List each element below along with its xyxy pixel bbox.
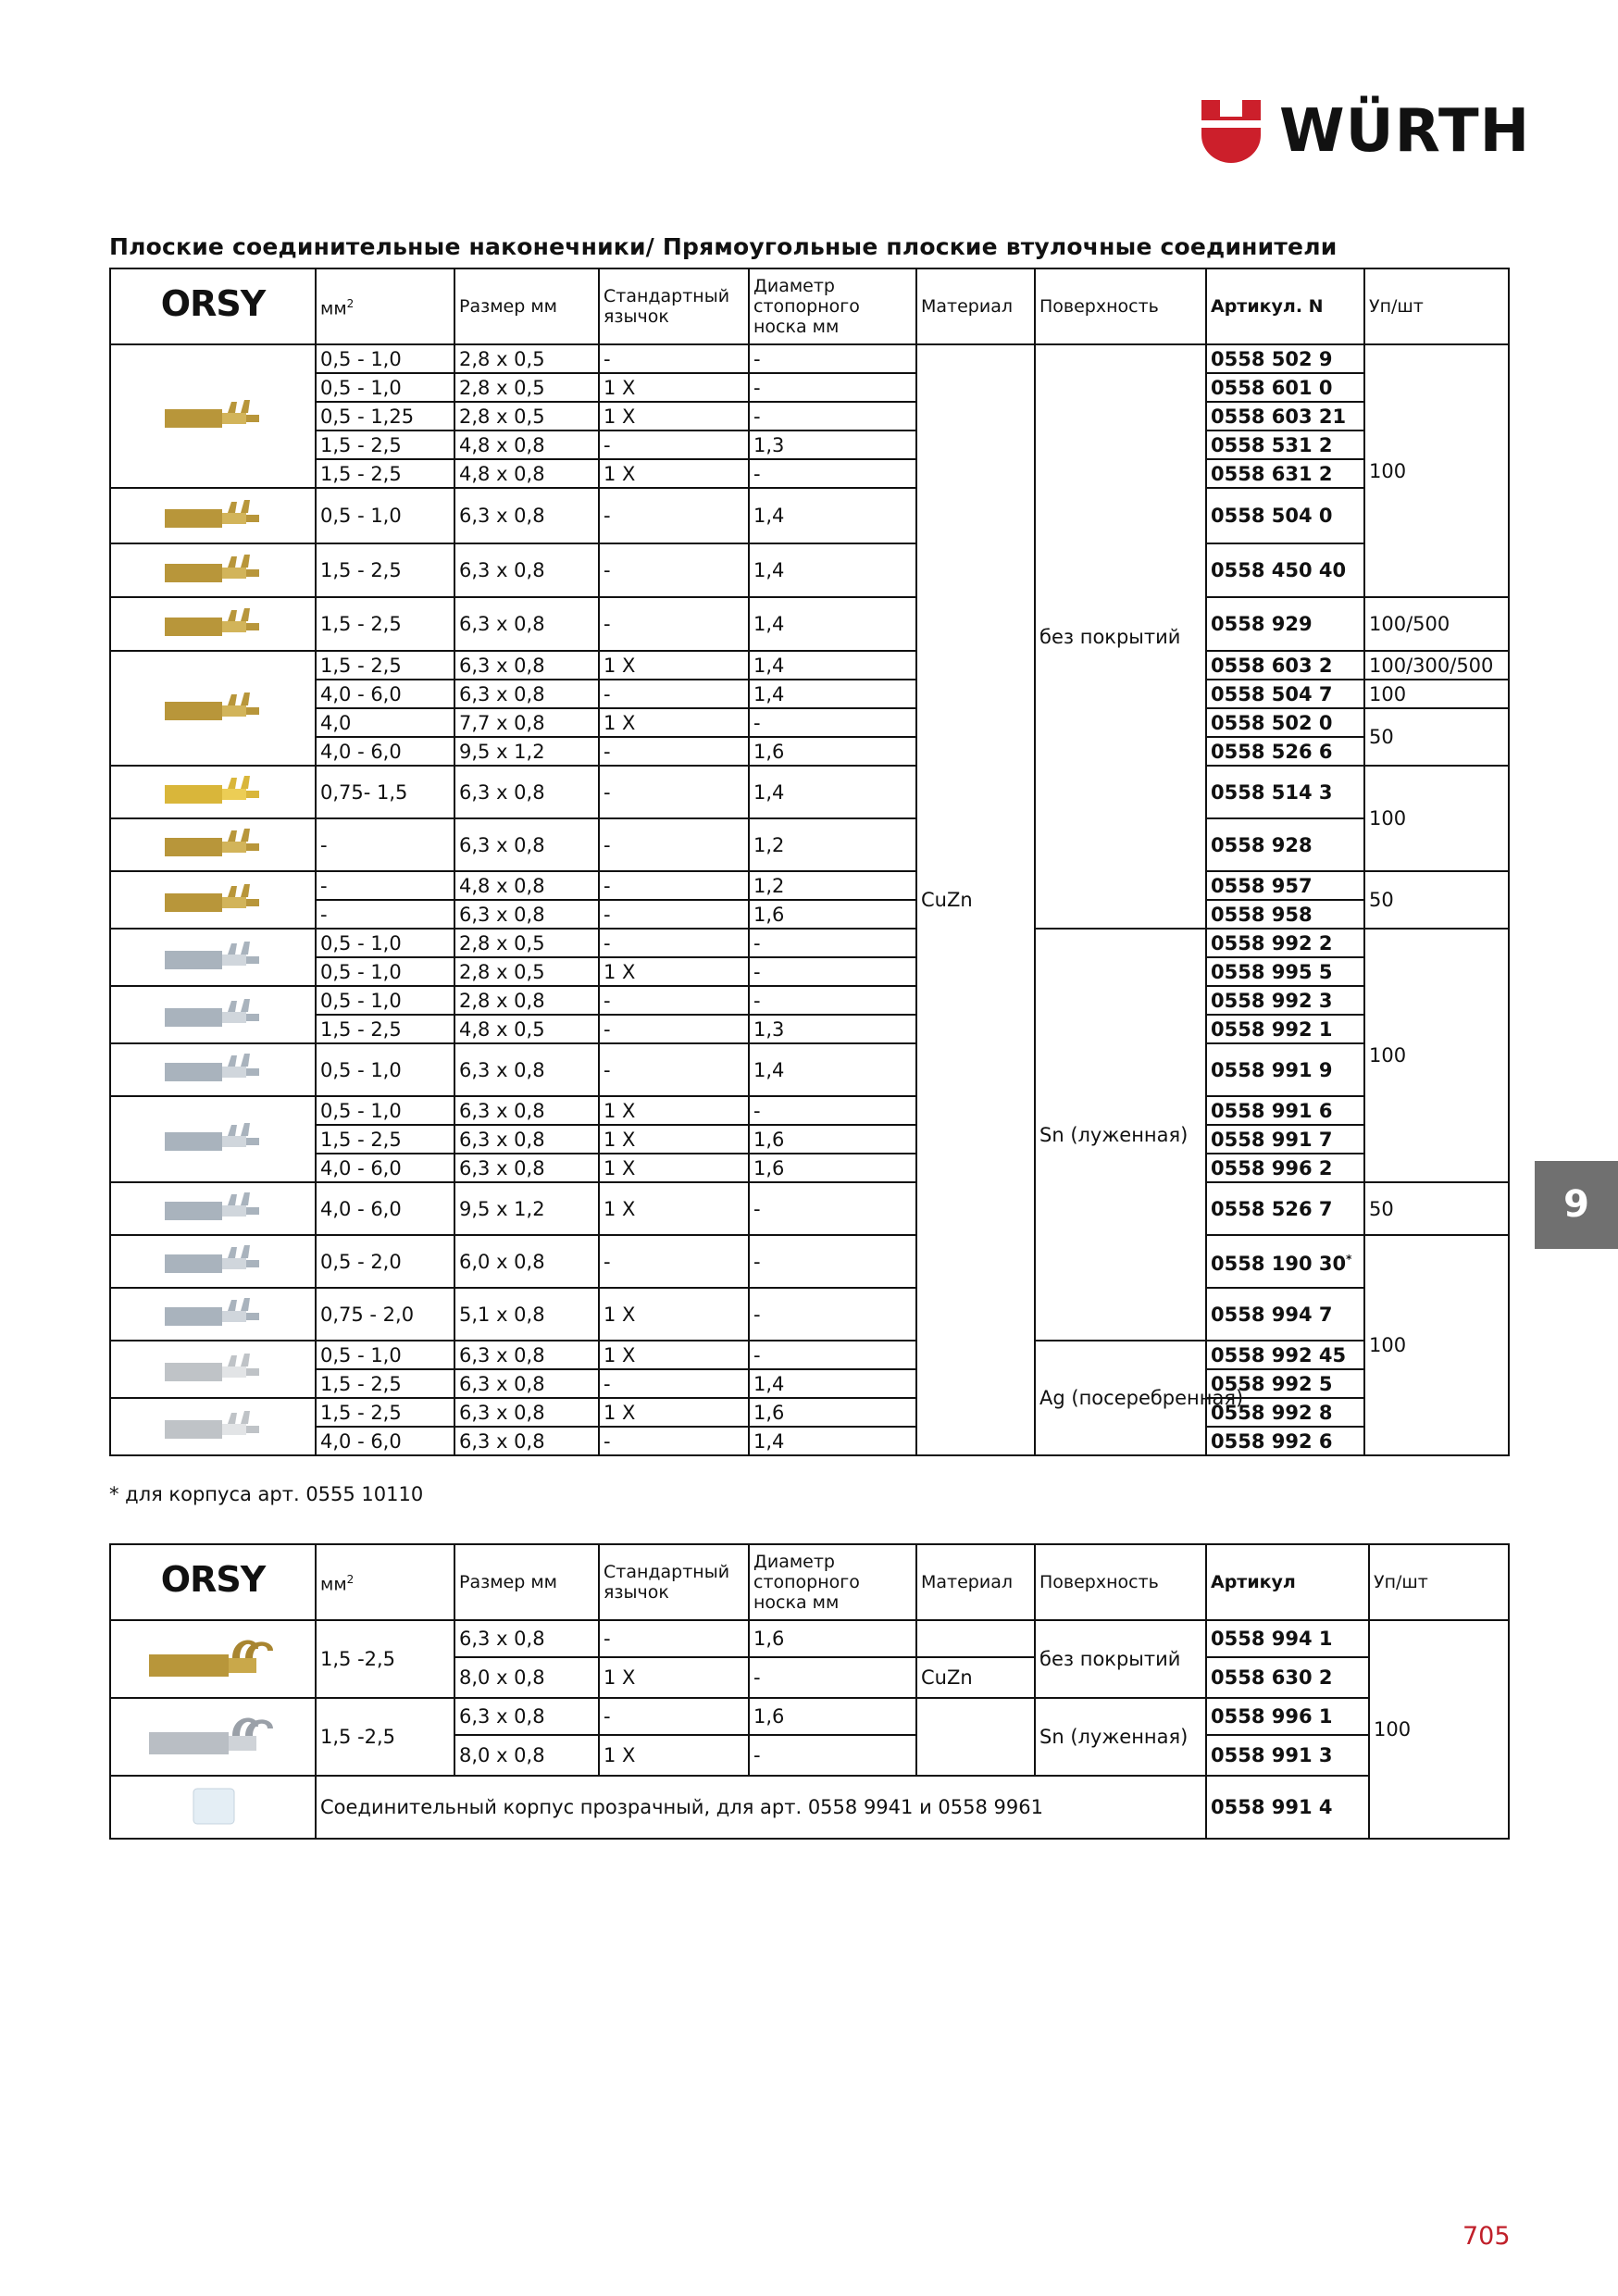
cell-article: 0558 502 0 bbox=[1206, 708, 1364, 737]
cell-size: 6,3 x 0,8 bbox=[454, 543, 599, 597]
cell-diameter: 1,4 bbox=[749, 1043, 916, 1096]
cell-size: 6,3 x 0,8 bbox=[454, 680, 599, 708]
cell-size: 4,8 x 0,8 bbox=[454, 871, 599, 900]
cell-tongue: - bbox=[599, 488, 749, 543]
table-row bbox=[110, 708, 1509, 737]
table-row bbox=[110, 929, 1509, 957]
cell-mm2: 1,5 - 2,5 bbox=[316, 1369, 454, 1398]
cell-article: 0558 603 2 bbox=[1206, 651, 1364, 680]
cell-mm2: 4,0 - 6,0 bbox=[316, 1182, 454, 1235]
cell-article: 0558 992 2 bbox=[1206, 929, 1364, 957]
cell-tongue: 1 X bbox=[599, 373, 749, 402]
cell-article: 0558 450 40 bbox=[1206, 543, 1364, 597]
table-row bbox=[110, 1398, 1509, 1427]
cell-mm2: 1,5 -2,5 bbox=[316, 1698, 454, 1776]
cell-mm2: 1,5 - 2,5 bbox=[316, 597, 454, 651]
cell-tongue: - bbox=[599, 818, 749, 871]
brand-name: WÜRTH bbox=[1279, 97, 1531, 166]
terminal-brass-icon bbox=[110, 488, 316, 543]
cell-article: 0558 991 7 bbox=[1206, 1125, 1364, 1154]
cell-size: 5,1 x 0,8 bbox=[454, 1288, 599, 1341]
terminal-tin-icon bbox=[110, 1235, 316, 1288]
terminal-tin-icon bbox=[110, 1288, 316, 1341]
table-row bbox=[110, 1125, 1509, 1154]
cell-diameter: 1,6 bbox=[749, 1698, 916, 1735]
cell-tongue: - bbox=[599, 1015, 749, 1043]
cell-mm2: 4,0 bbox=[316, 708, 454, 737]
cell-tongue: 1 X bbox=[599, 1125, 749, 1154]
table-row bbox=[110, 488, 1509, 543]
cell-size: 9,5 x 1,2 bbox=[454, 1182, 599, 1235]
cell-mm2: 0,75- 1,5 bbox=[316, 766, 454, 818]
cell-diameter: - bbox=[749, 1288, 916, 1341]
cell-article: 0558 991 6 bbox=[1206, 1096, 1364, 1125]
cell-diameter: - bbox=[749, 929, 916, 957]
cell-pack: 50 bbox=[1364, 1182, 1509, 1235]
cell-pack: 100 bbox=[1364, 766, 1509, 871]
cell-diameter: 1,2 bbox=[749, 871, 916, 900]
cell-size: 6,3 x 0,8 bbox=[454, 1043, 599, 1096]
cell-diameter: - bbox=[749, 986, 916, 1015]
terminal-brass-icon bbox=[110, 871, 316, 929]
cell-article: 0558 630 2 bbox=[1206, 1657, 1369, 1698]
cell-article: 0558 504 0 bbox=[1206, 488, 1364, 543]
cell-article: 0558 601 0 bbox=[1206, 373, 1364, 402]
cell-mm2: 1,5 - 2,5 bbox=[316, 430, 454, 459]
cell-diameter: - bbox=[749, 708, 916, 737]
cell-diameter: - bbox=[749, 459, 916, 488]
col-mm2: $мм^2$ bbox=[316, 268, 454, 344]
cell-mm2: 4,0 - 6,0 bbox=[316, 1427, 454, 1455]
table-row bbox=[110, 766, 1509, 818]
cell-pack: 100/500 bbox=[1364, 597, 1509, 651]
asterisk: * bbox=[1346, 1253, 1352, 1266]
cell-material-blank bbox=[916, 1698, 1035, 1776]
cell-size: 4,8 x 0,8 bbox=[454, 430, 599, 459]
col-article: Артикул. N bbox=[1206, 268, 1364, 344]
cell-tongue: 1 X bbox=[599, 1154, 749, 1182]
page-number: 705 bbox=[1462, 2222, 1511, 2251]
page-title: Плоские соединительные наконечники/ Прямоугольные плоские втулочные соединители bbox=[109, 233, 1338, 260]
table-row bbox=[110, 430, 1509, 459]
cell-mm2: 0,5 - 1,0 bbox=[316, 929, 454, 957]
table-header-row bbox=[110, 268, 1509, 344]
table-row bbox=[110, 680, 1509, 708]
cell-article: 0558 991 4 bbox=[1206, 1776, 1369, 1839]
table-row bbox=[110, 1154, 1509, 1182]
cell-material: CuZn bbox=[916, 344, 1035, 1455]
cell-article: 0558 996 2 bbox=[1206, 1154, 1364, 1182]
cell-tongue: 1 X bbox=[599, 459, 749, 488]
terminal-tin-icon bbox=[110, 1182, 316, 1235]
cell-tongue: - bbox=[599, 1235, 749, 1288]
terminal-tin-icon bbox=[110, 1043, 316, 1096]
cell-article: 0558 992 5 bbox=[1206, 1369, 1364, 1398]
cell-diameter: 1,6 bbox=[749, 1620, 916, 1657]
chapter-tab[interactable]: 9 bbox=[1535, 1161, 1618, 1249]
cell-mm2: 4,0 - 6,0 bbox=[316, 1154, 454, 1182]
housing-icon bbox=[110, 1776, 316, 1839]
cell-diameter: 1,4 bbox=[749, 651, 916, 680]
cell-diameter: 1,4 bbox=[749, 597, 916, 651]
cell-size: 6,3 x 0,8 bbox=[454, 1398, 599, 1427]
col-surface: Поверхность bbox=[1035, 1544, 1206, 1620]
cell-mm2: 0,5 - 1,0 bbox=[316, 344, 454, 373]
cell-mm2: 0,5 - 1,0 bbox=[316, 1043, 454, 1096]
cell-size: 6,3 x 0,8 bbox=[454, 1096, 599, 1125]
cell-tongue: 1 X bbox=[599, 1288, 749, 1341]
table-header-row bbox=[110, 1544, 1509, 1620]
table-row bbox=[110, 1043, 1509, 1096]
cell-article: 0558 992 8 bbox=[1206, 1398, 1364, 1427]
cell-article: 0558 531 2 bbox=[1206, 430, 1364, 459]
cell-material-blank bbox=[916, 1620, 1035, 1657]
cell-tongue: - bbox=[599, 986, 749, 1015]
col-diameter: Диаметр стопорного носка мм bbox=[749, 268, 916, 344]
cell-mm2: - bbox=[316, 900, 454, 929]
cell-diameter: 1,6 bbox=[749, 1154, 916, 1182]
cell-surface: без покрытий bbox=[1035, 1620, 1206, 1698]
table-row bbox=[110, 1096, 1509, 1125]
cell-size: 6,3 x 0,8 bbox=[454, 1369, 599, 1398]
cell-diameter: 1,4 bbox=[749, 1369, 916, 1398]
terminal-brass-icon bbox=[110, 344, 316, 488]
cell-mm2: 0,5 - 1,0 bbox=[316, 986, 454, 1015]
cell-diameter: - bbox=[749, 373, 916, 402]
cell-tongue: - bbox=[599, 1427, 749, 1455]
col-pack: Уп/шт bbox=[1369, 1544, 1509, 1620]
cell-tongue: 1 X bbox=[599, 1096, 749, 1125]
cell-mm2: 1,5 - 2,5 bbox=[316, 1398, 454, 1427]
col-size: Размер мм bbox=[454, 268, 599, 344]
table-row bbox=[110, 737, 1509, 766]
cell-tongue: - bbox=[599, 766, 749, 818]
cell-mm2: 0,75 - 2,0 bbox=[316, 1288, 454, 1341]
cell-diameter: 1,6 bbox=[749, 1125, 916, 1154]
table-row bbox=[110, 1698, 1509, 1735]
cell-pack: 100 bbox=[1364, 680, 1509, 708]
cell-pack: 100/300/500 bbox=[1364, 651, 1509, 680]
cell-diameter: - bbox=[749, 1235, 916, 1288]
cell-size: 6,3 x 0,8 bbox=[454, 488, 599, 543]
col-mm2: $мм^2$ bbox=[316, 1544, 454, 1620]
cell-size: 6,3 x 0,8 bbox=[454, 651, 599, 680]
cell-surface: без покрытий bbox=[1035, 344, 1206, 929]
cell-diameter: - bbox=[749, 402, 916, 430]
table-row bbox=[110, 1369, 1509, 1398]
cell-size: 6,3 x 0,8 bbox=[454, 900, 599, 929]
cell-tongue: 1 X bbox=[599, 957, 749, 986]
cell-article: 0558 994 1 bbox=[1206, 1620, 1369, 1657]
cell-tongue: 1 X bbox=[599, 402, 749, 430]
table-row bbox=[110, 1427, 1509, 1455]
cell-size: 2,8 x 0,5 bbox=[454, 402, 599, 430]
terminal-brass-icon bbox=[110, 651, 316, 766]
table-row bbox=[110, 957, 1509, 986]
cell-diameter: 1,3 bbox=[749, 1015, 916, 1043]
cell-article: 0558 928 bbox=[1206, 818, 1364, 871]
cell-mm2: 0,5 - 1,0 bbox=[316, 373, 454, 402]
cell-tongue: - bbox=[599, 1043, 749, 1096]
col-surface: Поверхность bbox=[1035, 268, 1206, 344]
table-row bbox=[110, 373, 1509, 402]
cell-article: 0558 992 3 bbox=[1206, 986, 1364, 1015]
product-table-1 bbox=[109, 268, 1510, 1456]
cell-article: 0558 958 bbox=[1206, 900, 1364, 929]
table-row bbox=[110, 1235, 1509, 1288]
table-row bbox=[110, 1015, 1509, 1043]
terminal-brass-icon bbox=[110, 543, 316, 597]
cell-size: 9,5 x 1,2 bbox=[454, 737, 599, 766]
cell-diameter: 1,3 bbox=[749, 430, 916, 459]
col-tongue: Стандартный язычок bbox=[599, 268, 749, 344]
terminal-brass-icon bbox=[110, 766, 316, 818]
cell-size: 4,8 x 0,5 bbox=[454, 1015, 599, 1043]
cell-diameter: 1,4 bbox=[749, 680, 916, 708]
cell-mm2: 0,5 - 1,0 bbox=[316, 1341, 454, 1369]
cell-size: 6,3 x 0,8 bbox=[454, 1125, 599, 1154]
cell-tongue: 1 X bbox=[599, 1341, 749, 1369]
table-row bbox=[110, 1776, 1509, 1839]
cell-size: 2,8 x 0,5 bbox=[454, 957, 599, 986]
col-diameter: Диаметр стопорного носка мм bbox=[749, 1544, 916, 1620]
cell-diameter: 1,4 bbox=[749, 543, 916, 597]
cell-mm2: 1,5 - 2,5 bbox=[316, 1015, 454, 1043]
cell-tongue: - bbox=[599, 344, 749, 373]
cell-size: 2,8 x 0,5 bbox=[454, 373, 599, 402]
cell-mm2: 4,0 - 6,0 bbox=[316, 737, 454, 766]
cell-article: 0558 631 2 bbox=[1206, 459, 1364, 488]
cell-article: 0558 992 45 bbox=[1206, 1341, 1364, 1369]
cell-tongue: 1 X bbox=[599, 651, 749, 680]
cell-tongue: - bbox=[599, 737, 749, 766]
cell-diameter: 1,6 bbox=[749, 737, 916, 766]
cell-housing-text: Соединительный корпус прозрачный, для арт. 0558 9941 и 0558 9961 bbox=[316, 1776, 1206, 1839]
wurth-logo-icon bbox=[1200, 98, 1263, 165]
wurth-logo bbox=[1200, 96, 1531, 167]
col-pack: Уп/шт bbox=[1364, 268, 1509, 344]
orsy-logo: ORSY bbox=[110, 268, 316, 344]
table-row bbox=[110, 1341, 1509, 1369]
cell-size: 7,7 x 0,8 bbox=[454, 708, 599, 737]
terminal-tin-icon bbox=[110, 986, 316, 1043]
cell-diameter: - bbox=[749, 957, 916, 986]
cell-diameter: - bbox=[749, 1735, 916, 1776]
table-row bbox=[110, 344, 1509, 373]
cell-mm2: 0,5 - 1,0 bbox=[316, 1096, 454, 1125]
cell-diameter: 1,6 bbox=[749, 900, 916, 929]
cell-tongue: 1 X bbox=[599, 1735, 749, 1776]
cell-tongue: - bbox=[599, 1369, 749, 1398]
orsy-logo: ORSY bbox=[110, 1544, 316, 1620]
terminal-brass-icon bbox=[110, 1620, 316, 1698]
cell-pack: 50 bbox=[1364, 871, 1509, 929]
cell-diameter: 1,4 bbox=[749, 488, 916, 543]
cell-size: 6,3 x 0,8 bbox=[454, 1154, 599, 1182]
table-row bbox=[110, 459, 1509, 488]
terminal-tin-icon bbox=[110, 929, 316, 986]
cell-article: 0558 929 bbox=[1206, 597, 1364, 651]
table-row bbox=[110, 402, 1509, 430]
cell-tongue: 1 X bbox=[599, 1398, 749, 1427]
cell-size: 6,3 x 0,8 bbox=[454, 1620, 599, 1657]
cell-article: 0558 991 3 bbox=[1206, 1735, 1369, 1776]
cell-diameter: - bbox=[749, 1341, 916, 1369]
cell-diameter: 1,4 bbox=[749, 766, 916, 818]
cell-pack: 100 bbox=[1364, 929, 1509, 1182]
cell-article: 0558 992 1 bbox=[1206, 1015, 1364, 1043]
terminal-tin-icon bbox=[110, 1096, 316, 1182]
cell-tongue: - bbox=[599, 871, 749, 900]
col-article: Артикул bbox=[1206, 1544, 1369, 1620]
cell-tongue: 1 X bbox=[599, 1182, 749, 1235]
cell-diameter: - bbox=[749, 1096, 916, 1125]
product-table-2 bbox=[109, 1543, 1510, 1840]
cell-article: 0558 504 7 bbox=[1206, 680, 1364, 708]
cell-article: 0558 526 6 bbox=[1206, 737, 1364, 766]
cell-tongue: - bbox=[599, 900, 749, 929]
cell-tongue: - bbox=[599, 1698, 749, 1735]
table-row bbox=[110, 986, 1509, 1015]
cell-article: 0558 992 6 bbox=[1206, 1427, 1364, 1455]
table-row bbox=[110, 900, 1509, 929]
cell-mm2: 0,5 - 1,25 bbox=[316, 402, 454, 430]
cell-mm2: 1,5 - 2,5 bbox=[316, 459, 454, 488]
terminal-tin-icon bbox=[110, 1698, 316, 1776]
col-material: Материал bbox=[916, 268, 1035, 344]
cell-tongue: - bbox=[599, 1620, 749, 1657]
table-row bbox=[110, 597, 1509, 651]
cell-tongue: 1 X bbox=[599, 708, 749, 737]
cell-tongue: - bbox=[599, 597, 749, 651]
table-row bbox=[110, 651, 1509, 680]
cell-size: 2,8 x 0,5 bbox=[454, 344, 599, 373]
cell-material: CuZn bbox=[916, 1657, 1035, 1698]
cell-article: 0558 190 30* bbox=[1206, 1235, 1364, 1288]
cell-size: 6,0 x 0,8 bbox=[454, 1235, 599, 1288]
cell-article: 0558 502 9 bbox=[1206, 344, 1364, 373]
cell-article: 0558 991 9 bbox=[1206, 1043, 1364, 1096]
cell-pack: 50 bbox=[1364, 708, 1509, 766]
table-row bbox=[110, 818, 1509, 871]
cell-size: 8,0 x 0,8 bbox=[454, 1735, 599, 1776]
cell-size: 6,3 x 0,8 bbox=[454, 766, 599, 818]
table-row bbox=[110, 871, 1509, 900]
cell-diameter: - bbox=[749, 1657, 916, 1698]
cell-article: 0558 957 bbox=[1206, 871, 1364, 900]
cell-article: 0558 996 1 bbox=[1206, 1698, 1369, 1735]
cell-pack: 100 bbox=[1364, 344, 1509, 597]
terminal-brass-icon bbox=[110, 597, 316, 651]
cell-tongue: - bbox=[599, 543, 749, 597]
cell-size: 6,3 x 0,8 bbox=[454, 1698, 599, 1735]
cell-mm2: 4,0 - 6,0 bbox=[316, 680, 454, 708]
footnote: * для корпуса арт. 0555 10110 bbox=[109, 1483, 424, 1505]
terminal-silver-icon bbox=[110, 1398, 316, 1455]
cell-size: 6,3 x 0,8 bbox=[454, 1427, 599, 1455]
col-size: Размер мм bbox=[454, 1544, 599, 1620]
cell-tongue: - bbox=[599, 929, 749, 957]
table-row bbox=[110, 543, 1509, 597]
col-tongue: Стандартный язычок bbox=[599, 1544, 749, 1620]
cell-diameter: - bbox=[749, 344, 916, 373]
terminal-brass-icon bbox=[110, 818, 316, 871]
cell-tongue: - bbox=[599, 430, 749, 459]
cell-tongue: - bbox=[599, 680, 749, 708]
table-row bbox=[110, 1620, 1509, 1657]
cell-mm2: 1,5 - 2,5 bbox=[316, 543, 454, 597]
cell-article: 0558 603 21 bbox=[1206, 402, 1364, 430]
cell-mm2: 1,5 -2,5 bbox=[316, 1620, 454, 1698]
cell-pack: 100 bbox=[1369, 1620, 1509, 1839]
cell-mm2: 1,5 - 2,5 bbox=[316, 1125, 454, 1154]
col-material: Материал bbox=[916, 1544, 1035, 1620]
terminal-silver-icon bbox=[110, 1341, 316, 1398]
cell-mm2: - bbox=[316, 818, 454, 871]
cell-diameter: 1,4 bbox=[749, 1427, 916, 1455]
cell-size: 6,3 x 0,8 bbox=[454, 597, 599, 651]
cell-article: 0558 514 3 bbox=[1206, 766, 1364, 818]
cell-size: 8,0 x 0,8 bbox=[454, 1657, 599, 1698]
cell-diameter: - bbox=[749, 1182, 916, 1235]
cell-size: 4,8 x 0,8 bbox=[454, 459, 599, 488]
cell-size: 6,3 x 0,8 bbox=[454, 1341, 599, 1369]
cell-surface: Sn (луженная) bbox=[1035, 1698, 1206, 1776]
cell-article: 0558 995 5 bbox=[1206, 957, 1364, 986]
cell-mm2: 0,5 - 1,0 bbox=[316, 488, 454, 543]
cell-size: 2,8 x 0,8 bbox=[454, 986, 599, 1015]
table-row bbox=[110, 1182, 1509, 1235]
cell-article: 0558 994 7 bbox=[1206, 1288, 1364, 1341]
cell-article: 0558 526 7 bbox=[1206, 1182, 1364, 1235]
cell-mm2: 0,5 - 1,0 bbox=[316, 957, 454, 986]
cell-size: 6,3 x 0,8 bbox=[454, 818, 599, 871]
cell-surface: Sn (луженная) bbox=[1035, 929, 1206, 1341]
cell-diameter: 1,2 bbox=[749, 818, 916, 871]
cell-diameter: 1,6 bbox=[749, 1398, 916, 1427]
cell-size: 2,8 x 0,5 bbox=[454, 929, 599, 957]
table-row bbox=[110, 1288, 1509, 1341]
cell-pack: 100 bbox=[1364, 1235, 1509, 1455]
cell-surface: Ag (посеребренная) bbox=[1035, 1341, 1206, 1455]
cell-mm2: 0,5 - 2,0 bbox=[316, 1235, 454, 1288]
cell-mm2: - bbox=[316, 871, 454, 900]
cell-mm2: 1,5 - 2,5 bbox=[316, 651, 454, 680]
cell-tongue: 1 X bbox=[599, 1657, 749, 1698]
